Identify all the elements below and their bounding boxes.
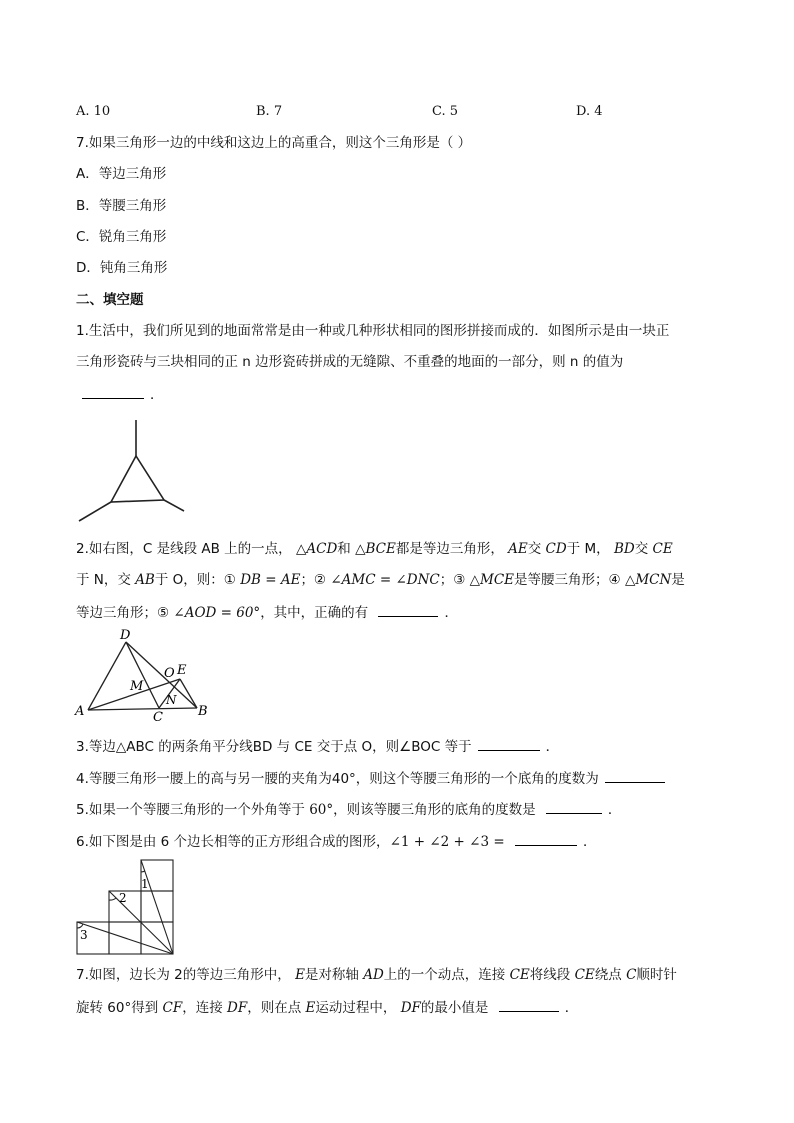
answer-blank[interactable] bbox=[378, 602, 438, 617]
label-n: N bbox=[166, 693, 177, 707]
answer-blank[interactable] bbox=[499, 997, 559, 1012]
fill-q1-line1: 1.生活中，我们所见到的地面常常是由一种或几种形状相同的图形拼接而成的．如图所示是由一块正 bbox=[76, 323, 670, 339]
answer-blank[interactable] bbox=[515, 831, 577, 846]
center-triangle bbox=[111, 456, 164, 502]
edge-left bbox=[79, 502, 111, 521]
option-b: B. 7 bbox=[256, 104, 283, 119]
edge-right bbox=[164, 500, 184, 511]
figure-triangle-tiles bbox=[76, 416, 186, 528]
q7-option-d: D．钝角三角形 bbox=[76, 260, 168, 276]
fill-q2-line3: 等边三角形；⑤ ∠AOD = 60°，其中，正确的有 ． bbox=[76, 602, 458, 623]
label-a: A bbox=[75, 704, 85, 719]
answer-blank[interactable] bbox=[478, 736, 540, 751]
fill-q6: 6.如下图是由 6 个边长相等的正方形组合成的图形，∠1 + ∠2 + ∠3 = ． bbox=[76, 831, 596, 852]
q7-option-c: C．锐角三角形 bbox=[76, 229, 167, 245]
angle-3-label: 3 bbox=[80, 928, 88, 942]
period: ． bbox=[150, 387, 164, 403]
option-c: C. 5 bbox=[432, 104, 459, 119]
fill-q7-line1: 7.如图，边长为 2的等边三角形中， E是对称轴 AD上的一个动点，连接 CE将线段 CE绕点 C顺时针 bbox=[76, 967, 677, 983]
figure-equilateral-triangles bbox=[74, 626, 214, 724]
label-c: C bbox=[153, 710, 163, 724]
answer-blank[interactable] bbox=[605, 768, 665, 783]
answer-blank[interactable] bbox=[546, 799, 602, 814]
q7-option-b: B．等腰三角形 bbox=[76, 198, 167, 214]
label-d: D bbox=[120, 628, 131, 643]
fill-q7-line2: 旋转 60°得到 CF，连接 DF，则在点 E运动过程中， DF的最小值是 ． bbox=[76, 997, 578, 1018]
label-b: B bbox=[198, 704, 208, 719]
fill-q1-answer-line bbox=[76, 384, 164, 405]
fill-q2-line2: 于 N，交 AB于 O，则：① DB = AE；② ∠AMC = ∠DNC；③ △MCE是等腰三角形；④ △MCN是 bbox=[76, 572, 685, 588]
fill-q2-line1: 2.如右图，C 是线段 AB 上的一点， △ACD和 △BCE都是等边三角形， AE交 CD于 M， BD交 CE bbox=[76, 541, 673, 557]
fill-q4: 4.等腰三角形一腰上的高与另一腰的夹角为40°，则这个等腰三角形的一个底角的度数为 bbox=[76, 768, 665, 789]
q7-stem: 7.如果三角形一边的中线和这边上的高重合，则这个三角形是（ ） bbox=[76, 135, 472, 151]
answer-blank[interactable] bbox=[82, 384, 144, 399]
option-a: A. 10 bbox=[76, 104, 111, 119]
angle-1-label: 1 bbox=[141, 877, 149, 891]
label-e: E bbox=[177, 663, 187, 678]
angle-2-label: 2 bbox=[119, 891, 127, 905]
figure-six-squares bbox=[74, 858, 178, 958]
option-d: D. 4 bbox=[576, 104, 603, 119]
fill-q1-line2: 三角形瓷砖与三块相同的正 n 边形瓷砖拼成的无缝隙、不重叠的地面的一部分，则 n 的值为 bbox=[76, 354, 624, 370]
section-heading: 二、填空题 bbox=[76, 292, 144, 308]
q7-option-a: A．等边三角形 bbox=[76, 166, 167, 182]
label-m: M bbox=[130, 679, 144, 694]
fill-q5: 5.如果一个等腰三角形的一个外角等于 60°，则该等腰三角形的底角的度数是 ． bbox=[76, 799, 621, 820]
label-o: O bbox=[164, 666, 175, 681]
fill-q3: 3.等边△ABC 的两条角平分线BD 与 CE 交于点 O，则∠BOC 等于 ． bbox=[76, 736, 559, 757]
